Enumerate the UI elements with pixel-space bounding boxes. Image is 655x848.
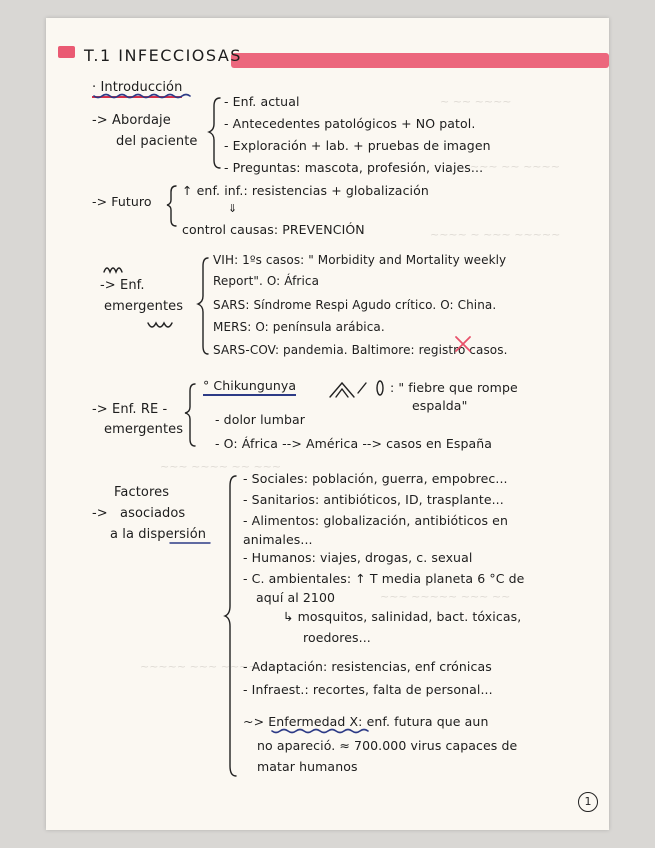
emergentes-item: SARS: Síndrome Respi Agudo crítico. O: China. (213, 298, 497, 312)
emergentes-item: VIH: 1ºs casos: " Morbidity and Mortality weekly (213, 253, 507, 267)
reemergentes-label-2: emergentes (104, 422, 184, 437)
page-number: 1 (578, 792, 598, 812)
factores-item: no apareció. ≈ 700.000 virus capaces de (257, 738, 518, 753)
reemergentes-item: - dolor lumbar (215, 412, 306, 427)
doodle-wave-bottom (148, 323, 172, 327)
brace-futuro (167, 186, 176, 226)
emergentes-item: Report". O: África (213, 274, 320, 288)
brace-emergentes (198, 258, 208, 354)
factores-item: animales... (243, 532, 313, 547)
chikungunya-term: ° Chikungunya (203, 378, 296, 396)
reemergentes-item: : " fiebre que rompe (390, 380, 518, 395)
baltimore-cross (456, 337, 470, 351)
factores-item: - Sociales: población, guerra, empobrec... (243, 471, 508, 486)
factores-label-3: a la dispersión (110, 527, 207, 542)
bottle-doodle (377, 381, 383, 395)
factores-label-2: asociados (120, 506, 186, 521)
brace-factores (225, 476, 236, 776)
bleed-through-text: ~~~~ ~ ~~~ ~~~~~ (430, 228, 561, 241)
enfermedad-x-underline (272, 730, 368, 733)
factores-arrow: -> (92, 506, 108, 521)
enfermedad-x-line: ~> Enfermedad X: enf. futura que aun (243, 714, 489, 729)
bleed-through-text: ~~~ ~~~~~ ~~~ ~~ (380, 590, 511, 603)
factores-item: - Sanitarios: antibióticos, ID, trasplante... (243, 492, 504, 507)
abordaje-item: - Preguntas: mascota, profesión, viajes... (224, 160, 484, 175)
bleed-through-text: ~~~ ~~~~ ~~ ~~~ (160, 460, 282, 473)
down-arrow-icon: ⇓ (228, 202, 238, 215)
intro-heading: · Introducción (92, 80, 182, 98)
reemergentes-item: espalda" (412, 398, 468, 413)
factores-item: aquí al 2100 (256, 590, 336, 605)
abordaje-item: - Antecedentes patológicos + NO patol. (224, 116, 476, 131)
futuro-label: -> Futuro (92, 194, 152, 209)
brace-abordaje (209, 98, 220, 168)
factores-item: ↳ mosquitos, salinidad, bact. tóxicas, (283, 609, 522, 624)
factores-item: - Humanos: viajes, drogas, c. sexual (243, 550, 473, 565)
abordaje-item: - Enf. actual (224, 94, 300, 109)
emergentes-item: SARS-COV: pandemia. Baltimore: registro casos. (213, 343, 508, 357)
bleed-through-text: ~~~~~ ~~~ ~~~~ ~~ (140, 660, 280, 673)
emergentes-label-2: emergentes (104, 299, 184, 314)
factores-item: roedores... (303, 630, 371, 645)
emergentes-label-1: -> Enf. (100, 278, 145, 293)
page-title: T.1 INFECCIOSAS (84, 46, 242, 65)
reemergentes-item: - O: África --> América --> casos en España (215, 436, 493, 451)
factores-label-1: Factores (114, 485, 170, 500)
futuro-line-1: ↑ enf. inf.: resistencias + globalización (182, 183, 429, 198)
factores-item: - Alimentos: globalización, antibióticos en (243, 513, 508, 528)
tent-doodle (330, 383, 366, 397)
intro-squiggle (94, 95, 190, 98)
factores-item: - C. ambientales: ↑ T media planeta 6 °C de (243, 571, 525, 586)
abordaje-item: - Exploración + lab. + pruebas de imagen (224, 138, 491, 153)
factores-item: - Adaptación: resistencias, enf crónicas (243, 659, 492, 674)
factores-item: - Infraest.: recortes, falta de personal... (243, 682, 493, 697)
futuro-line-2: control causas: PREVENCIÓN (182, 222, 365, 237)
abordaje-label-1: -> Abordaje (92, 113, 171, 128)
bleed-through-text: ~~~ ~~ ~~~~ (470, 160, 560, 173)
brace-reemergentes (185, 384, 195, 446)
reemergentes-label-1: -> Enf. RE - (92, 402, 168, 417)
factores-item: matar humanos (257, 759, 358, 774)
bleed-through-text: ~ ~~ ~~~~ (440, 95, 512, 108)
doodle-wave-top (104, 268, 122, 272)
abordaje-label-2: del paciente (116, 134, 198, 149)
emergentes-item: MERS: O: península arábica. (213, 320, 385, 334)
